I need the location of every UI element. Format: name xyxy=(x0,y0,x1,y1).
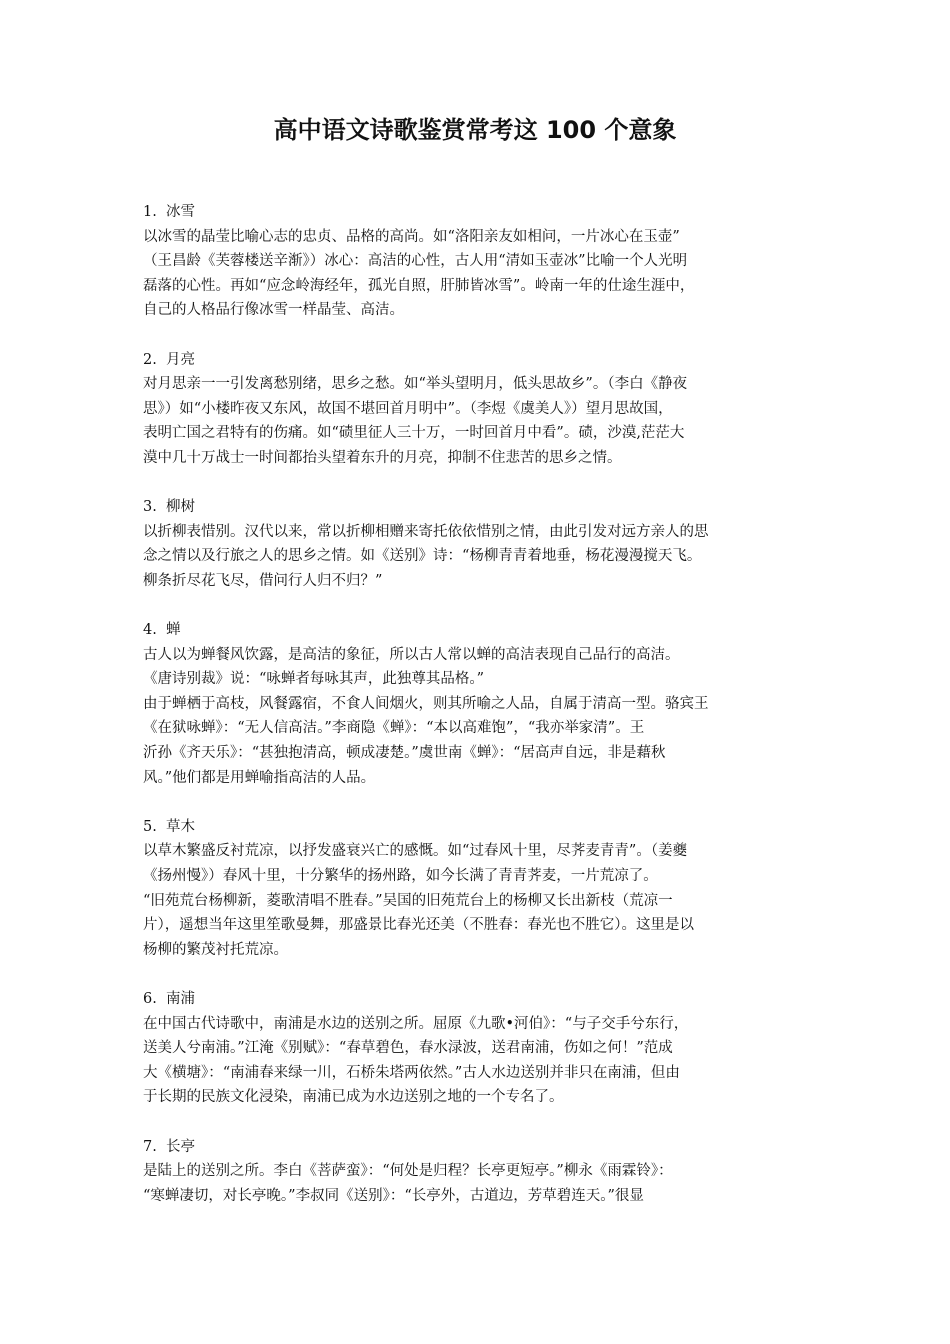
section-3 xyxy=(143,495,803,593)
paragraph-line: 磊落的心性。再如“应念岭海经年，孤光自照，肝肺皆冰雪”。岭南一年的仕途生涯中， xyxy=(143,277,695,294)
document-body xyxy=(143,200,803,1233)
paragraph-line: 《扬州慢》）春风十里，十分繁华的扬州路，如今长满了青青荠麦，一片荒凉了。 xyxy=(143,868,658,885)
paragraph-line: 以草木繁盛反衬荒凉，以抒发盛衰兴亡的感慨。如“过春风十里，尽荠麦青青”。（姜夔 xyxy=(143,843,688,860)
section-5 xyxy=(143,815,803,963)
paragraph-line: 《唐诗别裁》说：“咏蝉者每咏其声，此独尊其品格。” xyxy=(143,671,485,688)
paragraph-line: 漠中几十万战士一时间都抬头望着东升的月亮，抑制不住悲苦的思乡之情。 xyxy=(143,449,622,466)
paragraph-line: 杨柳的繁茂衬托荒凉。 xyxy=(143,941,288,958)
section-heading: 3. 柳树 xyxy=(143,499,196,516)
paragraph-line: 以冰雪的晶莹比喻心志的忠贞、品格的高尚。如“洛阳亲友如相问，一片冰心在玉壶” xyxy=(143,228,680,245)
paragraph-line: 古人以为蝉餐风饮露，是高洁的象征，所以古人常以蝉的高洁表现自己品行的高洁。 xyxy=(143,646,680,663)
paragraph-line: 于长期的民族文化浸染，南浦已成为水边送别之地的一个专名了。 xyxy=(143,1089,564,1106)
section-2 xyxy=(143,348,803,471)
paragraph-line: 念之情以及行旅之人的思乡之情。如《送别》诗：“杨柳青青着地垂，杨花漫漫搅天飞。 xyxy=(143,548,702,565)
paragraph-line: 表明亡国之君特有的伤痛。如“碛里征人三十万，一时回首月中看”。碛，沙漠,茫茫大 xyxy=(143,425,685,442)
paragraph-line: 在中国古代诗歌中，南浦是水边的送别之所。屈原《九歌•河伯》：“与子交手兮东行， xyxy=(143,1015,689,1032)
section-heading: 7. 长亭 xyxy=(143,1138,196,1155)
paragraph-line: 《在狱咏蝉》：“无人信高洁。”李商隐《蝉》：“本以高难饱”，“我亦举家清”。王 xyxy=(143,720,645,737)
section-heading: 1. 冰雪 xyxy=(143,204,196,220)
section-4 xyxy=(143,618,803,790)
paragraph-line: 柳条折尽花飞尽，借问行人归不归？” xyxy=(143,572,383,589)
paragraph-line: 片），遥想当年这里笙歌曼舞，那盛景比春光还美（不胜春：春光也不胜它）。这里是以 xyxy=(143,917,694,934)
section-heading: 2. 月亮 xyxy=(143,351,196,368)
paragraph-line: “旧苑荒台杨柳新，菱歌清唱不胜春。”吴国的旧苑荒台上的杨柳又长出新枝（荒凉一 xyxy=(143,892,673,909)
paragraph-line: 风。”他们都是用蝉喻指高洁的人品。 xyxy=(143,769,376,786)
paragraph-line: 沂孙《齐天乐》：“甚独抱清高，顿成凄楚。”虞世南《蝉》：“居高声自远，非是藉秋 xyxy=(143,745,666,762)
section-6 xyxy=(143,987,803,1110)
paragraph-line: 思》）如“小楼昨夜又东风，故国不堪回首月明中”。（李煜《虞美人》）望月思故国， xyxy=(143,400,673,417)
section-heading: 4. 蝉 xyxy=(143,622,181,639)
paragraph-line: “寒蝉凄切，对长亭晚。”李叔同《送别》：“长亭外，古道边，芳草碧连天。”很显 xyxy=(143,1187,644,1204)
section-heading: 5. 草木 xyxy=(143,818,196,835)
section-heading: 6. 南浦 xyxy=(143,991,196,1007)
paragraph-line: 是陆上的送别之所。李白《菩萨蛮》：“何处是归程？长亭更短亭。”柳永《雨霖铃》： xyxy=(143,1163,673,1180)
document-title: 高中语文诗歌鉴赏常考这 100 个意象 xyxy=(273,116,677,144)
paragraph-line: （王昌龄《芙蓉楼送辛渐》）冰心：高洁的心性，古人用“清如玉壶冰”比喻一个人光明 xyxy=(143,253,688,270)
paragraph-line: 大《横塘》：“南浦春来绿一川，石桥朱塔两依然。”古人水边送别并非只在南浦，但由 xyxy=(143,1064,680,1081)
section-1 xyxy=(143,200,803,323)
paragraph-line: 由于蝉栖于高枝，风餐露宿，不食人间烟火，则其所喻之人品，自属于清高一型。骆宾王 xyxy=(143,695,709,712)
section-7 xyxy=(143,1135,803,1209)
paragraph-line: 对月思亲一一引发离愁别绪，思乡之愁。如“举头望明月，低头思故乡”。（李白《静夜 xyxy=(143,376,688,393)
paragraph-line: 以折柳表惜别。汉代以来，常以折柳相赠来寄托依依惜别之情，由此引发对远方亲人的思 xyxy=(143,523,709,540)
paragraph-line: 送美人兮南浦。”江淹《别赋》：“春草碧色，春水渌波，送君南浦，伤如之何！”范成 xyxy=(143,1040,673,1057)
paragraph-line: 自己的人格品行像冰雪一样晶莹、高洁。 xyxy=(143,302,404,319)
